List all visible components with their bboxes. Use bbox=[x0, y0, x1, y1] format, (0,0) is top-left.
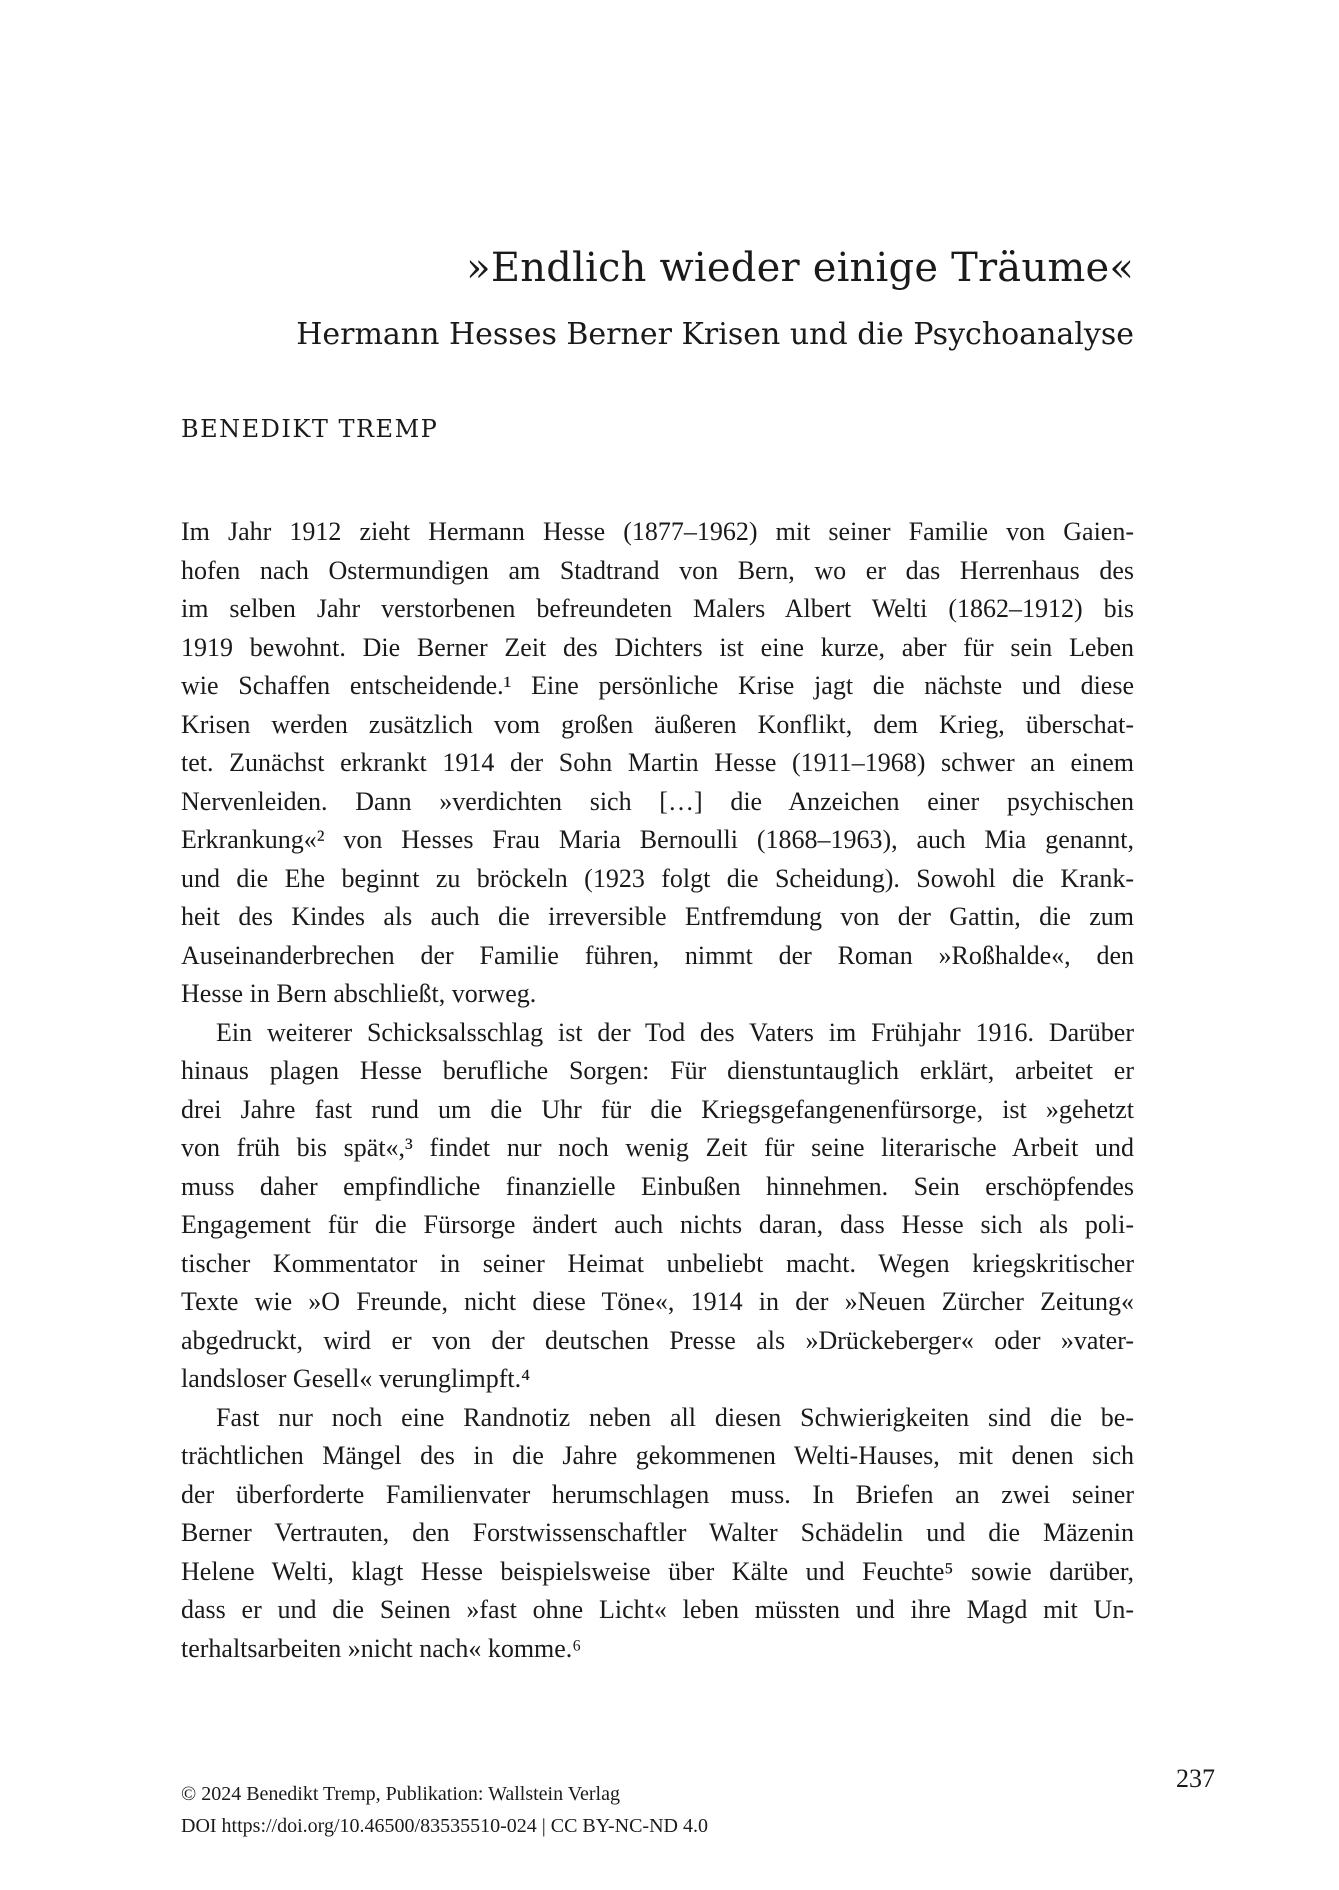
text-line: und die Ehe beginnt zu bröckeln (1923 folgt die Scheidung). Sowohl die Krank- bbox=[181, 863, 1134, 893]
text-line: hofen nach Ostermundigen am Stadtrand von Bern, wo er das Herrenhaus des bbox=[181, 555, 1134, 585]
text-line: Berner Vertrauten, den Forstwissenschaftler Walter Schädelin und die Mäzenin bbox=[181, 1518, 1134, 1547]
page-number: 237 bbox=[1176, 1764, 1215, 1793]
footer bbox=[181, 1778, 708, 1842]
text-line: Texte wie »O Freunde, nicht diese Töne«, 1914 in der »Neuen Zürcher Zeitung« bbox=[181, 1287, 1134, 1316]
text-line: im selben Jahr verstorbenen befreundeten Malers Albert Welti (1862–1912) bis bbox=[181, 594, 1134, 623]
text-line: Fast nur noch eine Randnotiz neben all diesen Schwierigkeiten sind die be- bbox=[216, 1402, 1134, 1432]
text-line: heit des Kindes als auch die irreversible Entfremdung von der Gattin, die zum bbox=[181, 902, 1134, 931]
text-line: dass er und die Seinen »fast ohne Licht« leben müssten und ihre Magd mit Un- bbox=[181, 1595, 1134, 1624]
chapter-subtitle: Hermann Hesses Berner Krisen und die Psychoanalyse bbox=[296, 317, 1134, 352]
text-line: der überforderte Familienvater herumschlagen muss. In Briefen an zwei seiner bbox=[181, 1479, 1134, 1509]
text-line: drei Jahre fast rund um die Uhr für die Kriegsgefangenenfürsorge, ist »gehetzt bbox=[181, 1094, 1134, 1124]
text-line: Hesse in Bern abschließt, vorweg. bbox=[181, 979, 537, 1008]
paragraph bbox=[181, 513, 1134, 1014]
text-line: Erkrankung«² von Hesses Frau Maria Bernoulli (1868–1963), auch Mia genannt, bbox=[181, 825, 1134, 854]
text-line: Nervenleiden. Dann »verdichten sich […] die Anzeichen einer psychischen bbox=[181, 786, 1134, 816]
text-line: trächtlichen Mängel des in die Jahre gekommenen Welti-Hauses, mit denen sich bbox=[181, 1441, 1134, 1470]
text-line: Krisen werden zusätzlich vom großen äußeren Konflikt, dem Krieg, überschat- bbox=[181, 709, 1134, 739]
body-text bbox=[181, 513, 1134, 1668]
text-line: hinaus plagen Hesse berufliche Sorgen: Für dienstuntauglich erklärt, arbeitet er bbox=[181, 1056, 1134, 1085]
text-line: terhaltsarbeiten »nicht nach« komme.⁶ bbox=[181, 1633, 582, 1663]
text-line: Engagement für die Fürsorge ändert auch nichts daran, dass Hesse sich als poli- bbox=[181, 1210, 1134, 1239]
text-line: Helene Welti, klagt Hesse beispielsweise über Kälte und Feuchte⁵ sowie darüber, bbox=[181, 1556, 1134, 1586]
text-line: abgedruckt, wird er von der deutschen Presse als »Drückeberger« oder »vater- bbox=[181, 1325, 1134, 1355]
author-name: BENEDIKT TREMP bbox=[181, 415, 439, 443]
text-line: wie Schaffen entscheidende.¹ Eine persönliche Krise jagt die nächste und diese bbox=[181, 671, 1134, 700]
text-line: tischer Kommentator in seiner Heimat unbeliebt macht. Wegen kriegskritischer bbox=[181, 1248, 1134, 1278]
text-line: Im Jahr 1912 zieht Hermann Hesse (1877–1962) mit seiner Familie von Gaien- bbox=[181, 517, 1134, 546]
doi-link[interactable]: DOI https://doi.org/10.46500/83535510-024 | CC BY-NC-ND 4.0 bbox=[181, 1815, 708, 1837]
paragraph bbox=[181, 1399, 1134, 1669]
paragraph bbox=[181, 1014, 1134, 1399]
text-line: Auseinanderbrechen der Familie führen, nimmt der Roman »Roßhalde«, den bbox=[181, 940, 1134, 970]
chapter-title: »Endlich wieder einige Träume« bbox=[466, 245, 1134, 291]
text-line: landsloser Gesell« verunglimpft.⁴ bbox=[181, 1364, 531, 1393]
copyright-notice: © 2024 Benedikt Tremp, Publikation: Wallstein Verlag bbox=[181, 1783, 620, 1805]
text-line: 1919 bewohnt. Die Berner Zeit des Dichters ist eine kurze, aber für sein Leben bbox=[181, 632, 1134, 662]
text-line: Ein weiterer Schicksalsschlag ist der Tod des Vaters im Frühjahr 1916. Darüber bbox=[216, 1017, 1134, 1047]
text-line: von früh bis spät«,³ findet nur noch wenig Zeit für seine literarische Arbeit und bbox=[181, 1133, 1134, 1162]
text-line: muss daher empfindliche finanzielle Einbußen hinnehmen. Sein erschöpfendes bbox=[181, 1171, 1134, 1201]
text-line: tet. Zunächst erkrankt 1914 der Sohn Martin Hesse (1911–1968) schwer an einem bbox=[181, 748, 1134, 777]
